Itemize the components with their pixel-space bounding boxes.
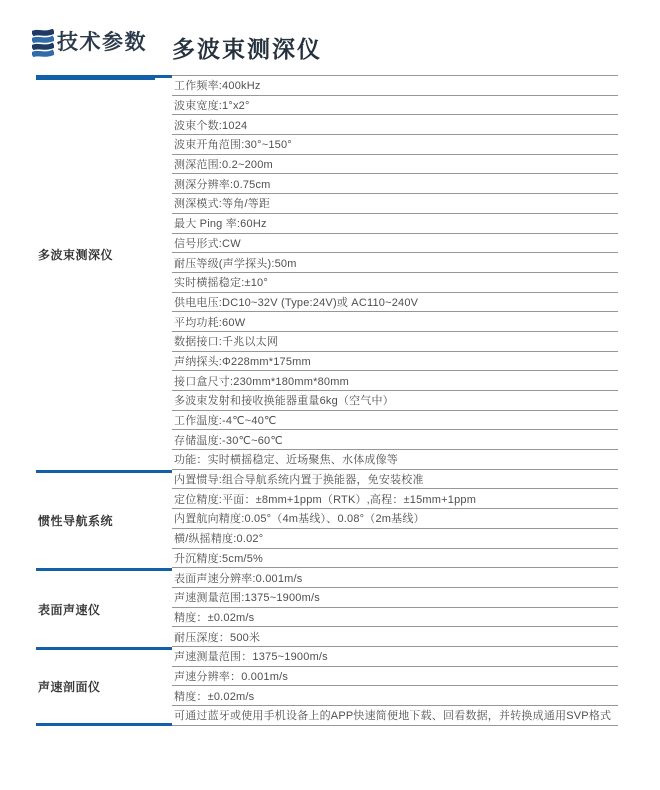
- spec-section: [36, 470, 618, 568]
- spec-text: 精度：±0.02m/s: [174, 690, 255, 703]
- category-label: 声速剖面仪: [38, 679, 101, 694]
- spec-text: 耐压等级(声学探头):50m: [174, 257, 297, 270]
- spec-text: 内置惯导:组合导航系统内置于换能器，免安装校准: [174, 474, 424, 487]
- spec-text: 耐压深度：500米: [174, 631, 261, 644]
- spec-row: [172, 627, 618, 647]
- spec-rows: [172, 568, 618, 647]
- category-label: 惯性导航系统: [38, 513, 114, 528]
- spec-rows: [172, 75, 618, 470]
- spec-text: 内置航向精度:0.05°（4m基线）、0.08°（2m基线）: [174, 513, 425, 526]
- spec-row: [172, 76, 618, 96]
- category-cell: [36, 647, 172, 726]
- spec-section: [36, 75, 618, 470]
- spec-row: [172, 450, 618, 470]
- spec-row: [172, 706, 618, 726]
- spec-row: [172, 194, 618, 214]
- spec-text: 升沉精度:5cm/5%: [174, 552, 263, 565]
- spec-text: 数据接口:千兆以太网: [174, 336, 279, 349]
- spec-table: [36, 75, 618, 726]
- spec-rows: [172, 647, 618, 726]
- spec-row: [172, 332, 618, 352]
- category-label: 表面声速仪: [38, 602, 101, 617]
- spec-row: [172, 391, 618, 411]
- spec-row: [172, 667, 618, 687]
- spec-row: [172, 411, 618, 431]
- spec-text: 接口盒尺寸:230mm*180mm*80mm: [174, 375, 349, 388]
- spec-text: 功能：实时横摇稳定、近场聚焦、水体成像等: [174, 454, 398, 467]
- spec-row: [172, 234, 618, 254]
- spec-text: 多波束发射和接收换能器重量6kg（空气中）: [174, 395, 394, 408]
- spec-text: 横/纵摇精度:0.02°: [174, 533, 264, 546]
- spec-row: [172, 253, 618, 273]
- product-title: 多波束测深仪: [172, 36, 322, 62]
- spec-text: 实时横摇稳定:±10°: [174, 277, 268, 290]
- spec-row: [172, 608, 618, 628]
- spec-row: [172, 686, 618, 706]
- spec-text: 测深模式:等角/等距: [174, 198, 271, 211]
- spec-row: [172, 489, 618, 509]
- spec-text: 供电电压:DC10~32V (Type:24V)或 AC110~240V: [174, 296, 419, 309]
- section-header: [32, 28, 147, 58]
- spec-text: 波束个数:1024: [174, 119, 248, 132]
- spec-text: 存储温度:-30℃~60℃: [174, 434, 283, 447]
- wave-stripes-icon: [32, 29, 54, 57]
- spec-text: 声速测量范围：1375~1900m/s: [174, 651, 328, 664]
- spec-row: [172, 174, 618, 194]
- spec-rows: [172, 470, 618, 568]
- spec-row: [172, 568, 618, 588]
- spec-row: [172, 430, 618, 450]
- category-cell: [36, 568, 172, 647]
- spec-text: 工作频率:400kHz: [174, 80, 261, 93]
- spec-row: [172, 214, 618, 234]
- spec-text: 工作温度:-4℃~40℃: [174, 415, 277, 428]
- spec-text: 可通过蓝牙或使用手机设备上的APP快速简便地下载、回看数据，并转换成通用SVP格式: [174, 710, 612, 723]
- spec-text: 信号形式:CW: [174, 237, 241, 250]
- spec-row: [172, 155, 618, 175]
- spec-row: [172, 647, 618, 667]
- spec-row: [172, 96, 618, 116]
- spec-text: 声速测量范围:1375~1900m/s: [174, 592, 320, 605]
- spec-text: 声纳探头:Φ228mm*175mm: [174, 355, 311, 368]
- spec-text: 波束开角范围:30°~150°: [174, 139, 292, 152]
- category-label: 多波束测深仪: [38, 248, 114, 263]
- spec-row: [172, 588, 618, 608]
- spec-text: 测深范围:0.2~200m: [174, 159, 273, 172]
- spec-text: 表面声速分辨率:0.001m/s: [174, 572, 303, 585]
- spec-section: [36, 647, 618, 726]
- spec-row: [172, 293, 618, 313]
- spec-row: [172, 509, 618, 529]
- spec-row: [172, 135, 618, 155]
- spec-row: [172, 371, 618, 391]
- spec-text: 最大 Ping 率:60Hz: [174, 218, 267, 231]
- spec-text: 平均功耗:60W: [174, 316, 246, 329]
- spec-text: 波束宽度:1°x2°: [174, 100, 250, 113]
- spec-row: [172, 115, 618, 135]
- category-cell: [36, 470, 172, 568]
- spec-text: 精度：±0.02m/s: [174, 611, 255, 624]
- section-title: 技术参数: [57, 31, 147, 54]
- spec-row: [172, 273, 618, 293]
- spec-text: 测深分辨率:0.75cm: [174, 178, 271, 191]
- spec-row: [172, 470, 618, 490]
- spec-text: 声速分辨率：0.001m/s: [174, 670, 289, 683]
- spec-row: [172, 529, 618, 549]
- spec-row: [172, 352, 618, 372]
- spec-row: [172, 549, 618, 569]
- spec-row: [172, 312, 618, 332]
- spec-text: 定位精度:平面：±8mm+1ppm（RTK）,高程：±15mm+1ppm: [174, 493, 477, 506]
- category-cell: [36, 75, 172, 470]
- spec-section: [36, 568, 618, 647]
